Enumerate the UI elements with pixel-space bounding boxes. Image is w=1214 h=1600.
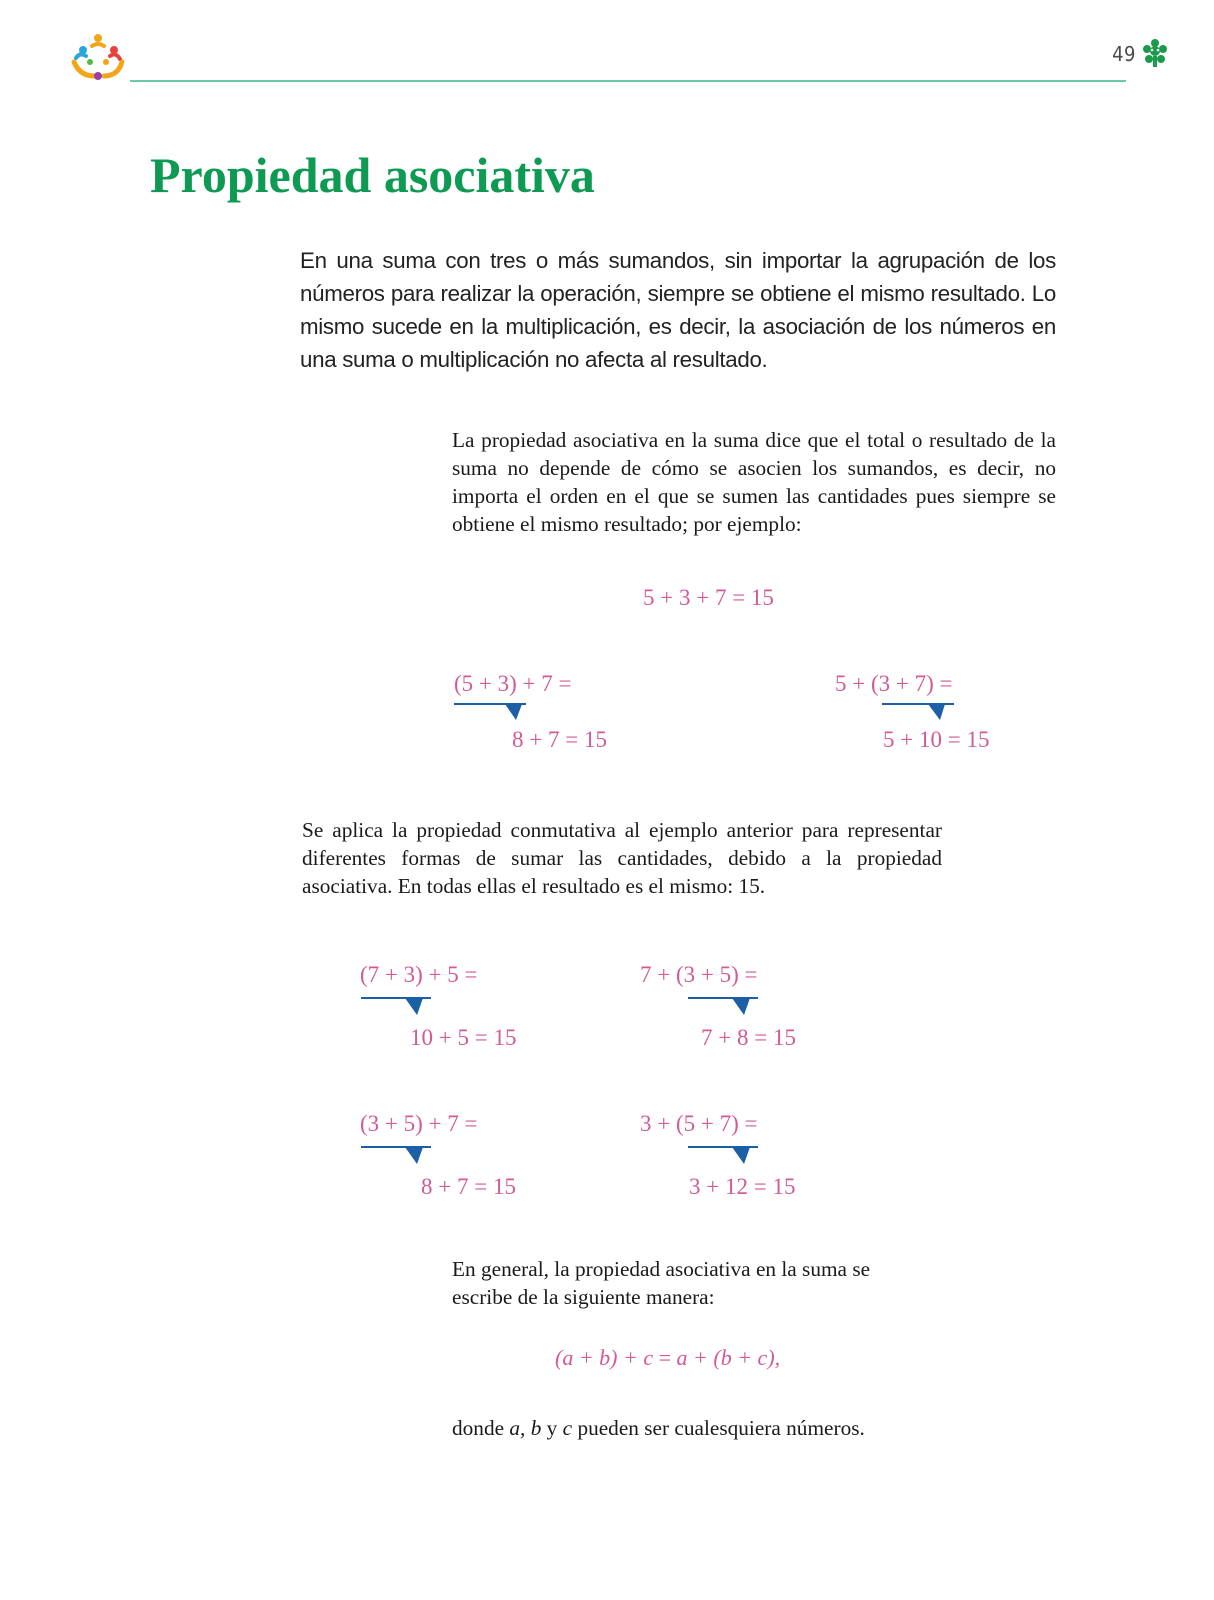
grouping-expression: 5 + (3 + 7) =	[835, 671, 953, 696]
grouping-bracket	[361, 1143, 441, 1167]
header-rule	[130, 80, 1126, 82]
result-expression: 7 + 8 = 15	[701, 1025, 796, 1050]
grouping-bracket	[361, 994, 441, 1018]
result-expression: 8 + 7 = 15	[512, 727, 607, 752]
grouping-bracket	[688, 1143, 768, 1167]
grouping-bracket	[688, 994, 768, 1018]
grouping-expression: 7 + (3 + 5) =	[640, 962, 758, 987]
commutative-paragraph: Se aplica la propiedad conmutativa al ejemplo anterior para representar diferentes formas de sumar las cantidades, debido a la propiedad asociativa. En todas ellas el resultado es el mismo: 15.	[302, 818, 942, 898]
people-circle-logo-icon	[70, 32, 126, 84]
grouping-expression: 3 + (5 + 7) =	[640, 1111, 758, 1136]
variable-a: a,	[509, 1416, 526, 1440]
grouping-expression: (3 + 5) + 7 =	[360, 1111, 478, 1136]
grouping-bracket	[454, 700, 534, 722]
main-equation: 5 + 3 + 7 = 15	[643, 585, 774, 610]
where-conjunction: y	[546, 1416, 558, 1440]
page-title: Propiedad asociativa	[150, 147, 595, 203]
grouping-expression: (5 + 3) + 7 =	[454, 671, 572, 696]
general-paragraph: En general, la propiedad asociativa en la suma se escribe de la siguiente manera:	[452, 1257, 871, 1309]
result-expression: 3 + 12 = 15	[689, 1174, 796, 1199]
associative-formula	[555, 1345, 780, 1371]
page-number: 49	[1112, 42, 1136, 66]
where-prefix: donde	[452, 1416, 505, 1440]
green-flower-ornament-icon	[1142, 38, 1168, 68]
result-expression: 8 + 7 = 15	[421, 1174, 516, 1199]
grouping-expression: (7 + 3) + 5 =	[360, 962, 478, 987]
formula-equals: =	[658, 1345, 672, 1370]
definition-paragraph: La propiedad asociativa en la suma dice que el total o resultado de la suma no depende de cómo se asocien los sumandos, es decir, no importa el orden en el que se sumen las cantidades pues siempre se obtiene el mismo resultado; por ejemplo:	[452, 428, 1056, 536]
variables-paragraph	[452, 1414, 1052, 1442]
intro-paragraph: En una suma con tres o más sumandos, sin importar la agrupación de los números para realizar la operación, siempre se obtiene el mismo resultado. Lo mismo sucede en la multiplicación, es decir, la asociación de los números en una suma o multiplicación no afecta al resultado.	[300, 248, 1056, 372]
grouping-bracket	[882, 700, 962, 722]
where-suffix: pueden ser cualesquiera números.	[577, 1416, 865, 1440]
result-expression: 10 + 5 = 15	[410, 1025, 517, 1050]
variable-c: c	[562, 1416, 573, 1440]
result-expression: 5 + 10 = 15	[883, 727, 990, 752]
formula-right: a + (b + c),	[676, 1345, 781, 1370]
variable-b: b	[530, 1416, 542, 1440]
formula-left: (a + b) + c	[555, 1345, 654, 1370]
